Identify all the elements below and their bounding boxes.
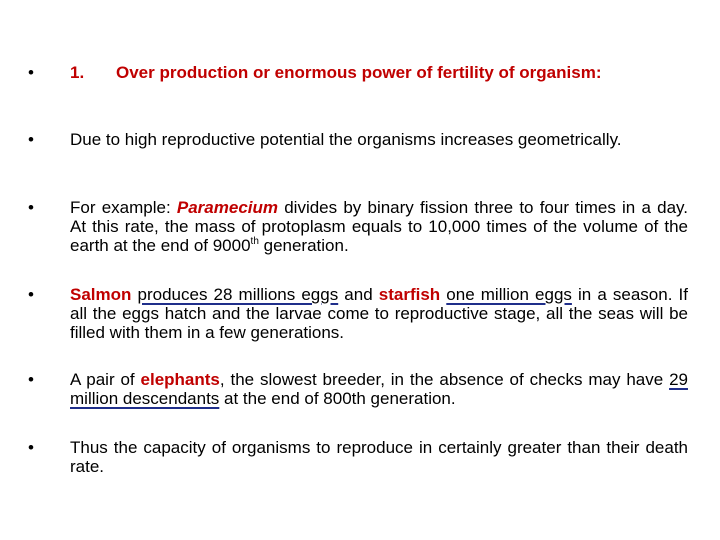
bullet-text <box>70 370 688 408</box>
elephants-term: elephants <box>140 370 220 389</box>
text-run: For example: <box>70 198 177 217</box>
text-run: A pair of <box>70 370 141 389</box>
text-run: , the slowest breeder, in the absence of checks may have <box>219 370 670 389</box>
bullet-text <box>70 198 688 255</box>
salmon-term: Salmon <box>70 285 132 304</box>
descendants-underlined: 29 million descendants <box>70 370 688 408</box>
bullet-dot: • <box>28 130 34 149</box>
ordinal-suffix: th <box>250 236 259 247</box>
bullet-dot: • <box>28 438 34 457</box>
bullet-text: Due to high reproductive potential the organisms increases geometrically. <box>70 130 622 149</box>
text-run: at the end of 800th generation. <box>219 389 456 408</box>
point-number: 1. <box>70 63 85 82</box>
bullet-dot: • <box>28 285 34 304</box>
text-run: generation. <box>258 236 349 255</box>
salmon-eggs-underlined: produces 28 millions eggs <box>137 285 339 304</box>
starfish-term: starfish <box>378 285 441 304</box>
text-run: in a season. If all the eggs hatch and the larvae come to reproductive stage, all the seas will be filled with them in a few generations. <box>70 285 688 342</box>
starfish-eggs-underlined: one million eggs <box>446 285 572 304</box>
bullet-text <box>70 285 688 342</box>
bullet-dot: • <box>28 370 34 389</box>
bullet-dot: • <box>28 198 34 217</box>
bullet-dot: • <box>28 63 34 82</box>
text-run: divides by binary fission three to four times in a day. At this rate, the mass of protoplasm equals to 10,000 times of the volume of the earth at the end of 9000 <box>70 198 688 255</box>
paramecium-term: Paramecium <box>176 198 279 217</box>
text-run: and <box>338 285 379 304</box>
point-heading: Over production or enormous power of fertility of organism: <box>116 63 602 82</box>
bullet-text: Thus the capacity of organisms to reproduce in certainly greater than their death rate. <box>70 438 688 476</box>
